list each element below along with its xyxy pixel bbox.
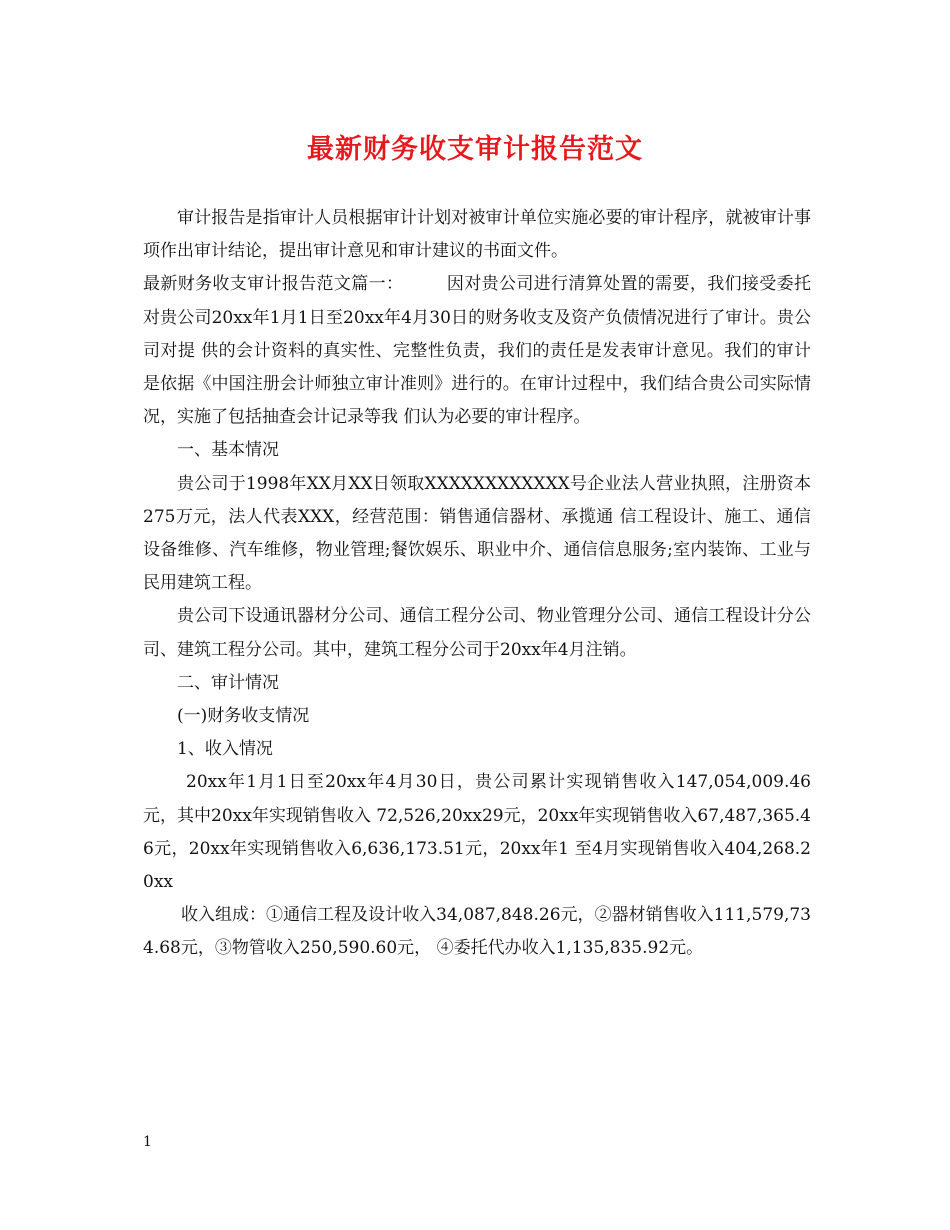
income-composition-paragraph: 收入组成：①通信工程及设计收入34,087,848.26元，②器材销售收入111,579,734.68元，③物管收入250,590.60元， ④委托代办收入1,135,835.92元。 — [143, 905, 811, 959]
page-number: 1 — [143, 1134, 152, 1150]
branches-paragraph: 贵公司下设通讯器材分公司、通信工程分公司、物业管理分公司、通信工程设计分公司、建筑工程分公司。其中，建筑工程分公司于20xx年4月注销。 — [143, 606, 811, 660]
income-paragraph: 20xx年1月1日至20xx年4月30日，贵公司累计实现销售收入147,054,009.46元，其中20xx年实现销售收入 72,526,20xx29元，20xx年实现销售收入67,487,365.46元，20xx年实现销售收入6,636,173.51元，20xx年1 至4月实现销售收入404,268.20xx — [143, 772, 811, 893]
sample-one-paragraph: 最新财务收支审计报告范文篇一： 因对贵公司进行清算处置的需要，我们接受委托对贵公司20xx年1月1日至20xx年4月30日的财务收支及资产负债情况进行了审计。贵公司对提 供的会计资料的真实性、完整性负责，我们的责任是发表审计意见。我们的审计是依据《中国注册会计师独立审计准则》进行的。在审计过程中，我们结合贵公司实际情况，实施了包括抽查会计记录等我 们认为必要的审计程序。 — [143, 274, 811, 428]
document-body — [143, 202, 811, 966]
section-heading-basic: 一、基本情况 — [177, 440, 279, 461]
intro-paragraph: 审计报告是指审计人员根据审计计划对被审计单位实施必要的审计程序，就被审计事项作出审计结论，提出审计意见和审计建议的书面文件。 — [143, 208, 811, 262]
item-heading-income: 1、收入情况 — [177, 739, 273, 760]
basic-info-paragraph: 贵公司于1998年XX月XX日领取XXXXXXXXXXXX号企业法人营业执照，注册资本275万元，法人代表XXX，经营范围：销售通信器材、承揽通 信工程设计、施工、通信设备维修、汽车维修，物业管理;餐饮娱乐、职业中介、通信信息服务;室内装饰、工业与民用建筑工程。 — [143, 473, 811, 594]
document-title: 最新财务收支审计报告范文 — [307, 134, 643, 165]
subsection-heading-finance: (一)财务收支情况 — [177, 706, 310, 727]
section-heading-audit: 二、审计情况 — [177, 672, 279, 693]
